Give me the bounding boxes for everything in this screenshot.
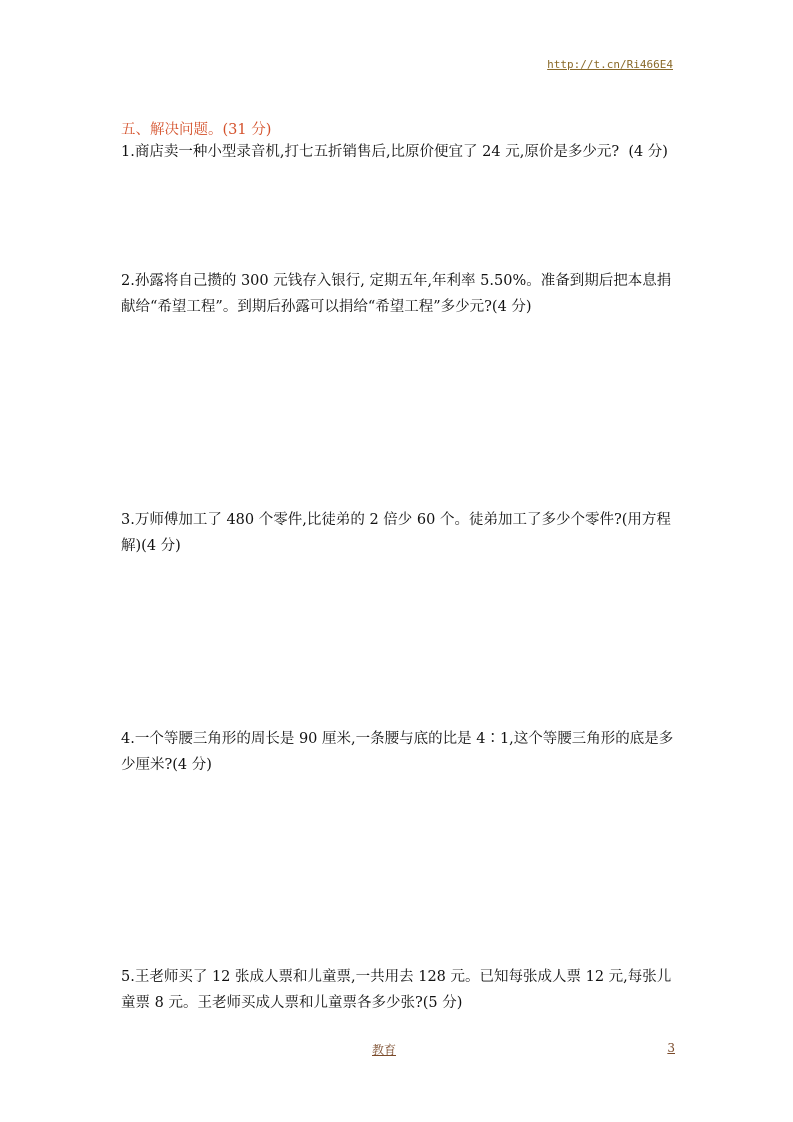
section-title: 五、解决问题。(31 分) [121,122,272,138]
question-4: 4.一个等腰三角形的周长是 90 厘米,一条腰与底的比是 4∶1,这个等腰三角形的底是多少厘米?(4 分) [121,731,674,773]
question-3: 3.万师傅加工了 480 个零件,比徒弟的 2 倍少 60 个。徒弟加工了多少个零件?(用方程解)(4 分) [121,512,671,554]
footer-link[interactable]: 教育 [372,1043,397,1057]
question-5: 5.王老师买了 12 张成人票和儿童票,一共用去 128 元。已知每张成人票 12 元,每张儿童票 8 元。王老师买成人票和儿童票各多少张?(5 分) [121,969,672,1011]
header-link[interactable]: http://t.cn/Ri466E4 [547,58,673,71]
page-number: 3 [667,1041,675,1055]
question-1: 1.商店卖一种小型录音机,打七五折销售后,比原价便宜了 24 元,原价是多少元? (4 分) [121,144,668,160]
question-2: 2.孙露将自己攒的 300 元钱存入银行, 定期五年,年利率 5.50%。准备到期后把本息捐献给“希望工程”。到期后孙露可以捐给“希望工程”多少元?(4 分) [121,273,672,315]
